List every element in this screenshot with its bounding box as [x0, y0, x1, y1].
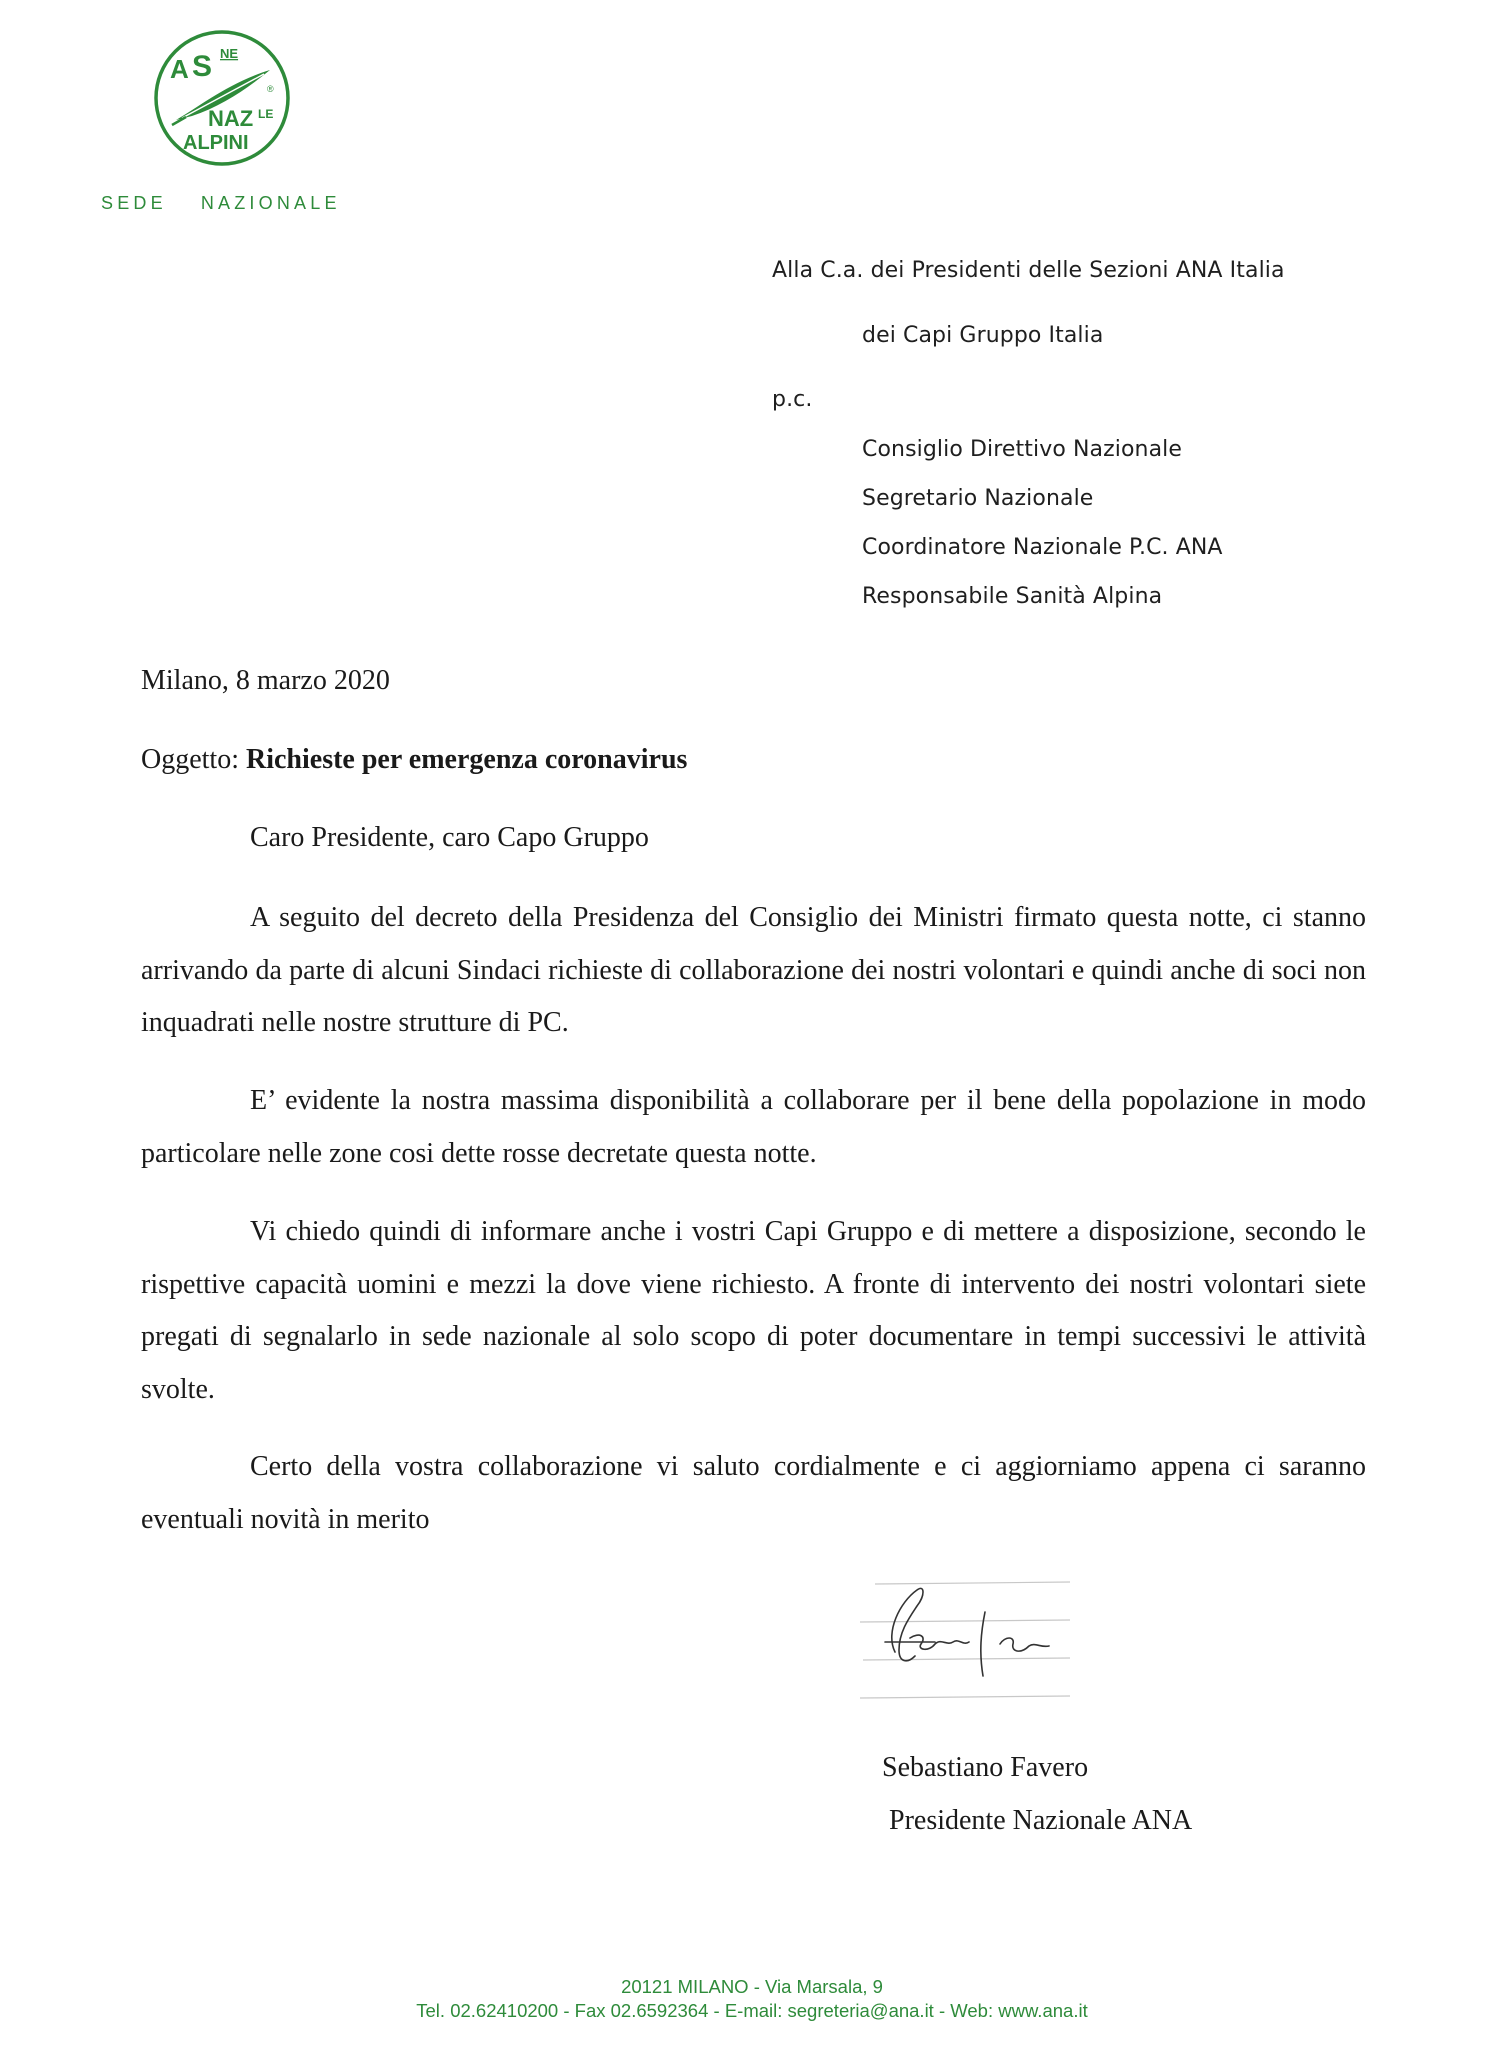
cc-item: Responsabile Sanità Alpina	[862, 584, 1163, 609]
signatory-title: Presidente Nazionale ANA	[889, 1805, 1193, 1836]
subject-text: Richieste per emergenza coronavirus	[246, 744, 688, 775]
signatory-name: Sebastiano Favero	[882, 1752, 1089, 1783]
svg-text:LE: LE	[258, 107, 274, 121]
subject-label: Oggetto:	[141, 744, 239, 775]
body-paragraph-2: E’ evidente la nostra massima disponibilità a collaborare per il bene della popolazione in modo particolare nelle zone cosi dette rosse decretate questa notte.	[141, 1085, 1366, 1169]
pc-label: p.c.	[772, 387, 813, 412]
footer-contacts: Tel. 02.62410200 - Fax 02.6592364 - E-mail: segreteria@ana.it - Web: www.ana.it	[416, 2000, 1088, 2021]
letterhead-subtitle	[101, 193, 341, 214]
cc-item: Segretario Nazionale	[862, 486, 1094, 511]
svg-text:NAZ: NAZ	[208, 106, 254, 131]
addressee-line-2: dei Capi Gruppo Italia	[862, 323, 1104, 348]
svg-text:ALPINI: ALPINI	[183, 132, 249, 154]
handwritten-signature	[855, 1572, 1075, 1702]
footer-address: 20121 MILANO - Via Marsala, 9	[621, 1976, 883, 1997]
addressee-line-1: Alla C.a. dei Presidenti delle Sezioni ANA Italia	[772, 258, 1285, 283]
nazionale-label: NAZIONALE	[200, 193, 341, 213]
subject-line	[141, 744, 687, 776]
cc-item: Consiglio Direttivo Nazionale	[862, 437, 1182, 462]
svg-text:S: S	[192, 50, 213, 83]
sede-label: SEDE	[101, 193, 167, 213]
body-paragraph-4: Certo della vostra collaborazione vi saluto cordialmente e ci aggiorniamo appena ci saranno eventuali novità in merito	[141, 1451, 1366, 1535]
svg-text:NE: NE	[220, 46, 239, 61]
date-line: Milano, 8 marzo 2020	[141, 665, 390, 696]
ana-logo	[152, 28, 292, 168]
body-paragraph-1: A seguito del decreto della Presidenza del Consiglio dei Ministri firmato questa notte, ci stanno arrivando da parte di alcuni Sindaci richieste di collaborazione dei nostri volontari e quindi anche di soci non inquadrati nelle nostre strutture di PC.	[141, 902, 1366, 1038]
svg-text:A: A	[170, 54, 189, 84]
cc-item: Coordinatore Nazionale P.C. ANA	[862, 535, 1223, 560]
svg-text:®: ®	[267, 84, 274, 94]
salutation: Caro Presidente, caro Capo Gruppo	[250, 822, 649, 853]
body-paragraph-3: Vi chiedo quindi di informare anche i vostri Capi Gruppo e di mettere a disposizione, secondo le rispettive capacità uomini e mezzi la dove viene richiesto. A fronte di intervento dei nostri volontari siete pregati di segnalarlo in sede nazionale al solo scopo di poter documentare in tempi successivi le attività svolte.	[141, 1216, 1366, 1405]
